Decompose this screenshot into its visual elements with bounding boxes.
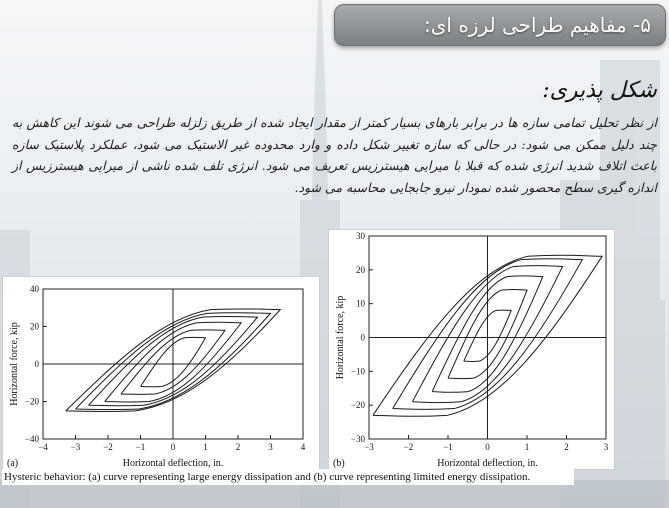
x-tick-label: 3 bbox=[268, 442, 273, 452]
x-tick-label: 2 bbox=[564, 442, 569, 452]
section-heading: شکل پذیری: bbox=[542, 78, 657, 103]
panel-label: (b) bbox=[333, 458, 345, 469]
x-tick-label: 0 bbox=[170, 442, 176, 452]
y-tick-label: 10 bbox=[356, 298, 365, 309]
y-tick-label: −30 bbox=[350, 434, 365, 444]
y-tick-label: −10 bbox=[350, 366, 365, 377]
x-tick-label: −2 bbox=[103, 442, 113, 452]
y-tick-label: −20 bbox=[24, 396, 39, 407]
x-tick-label: −3 bbox=[70, 442, 81, 452]
body-paragraph: از نظر تحلیل تمامی سازه ها در برابر بارهای بسیار کمتر از مقدار ایجاد شده از طریق زلزله طراحی می شوند این کاهش به چند دلیل ممکن می شود: در حالی که سازه تغییر شکل داده و وارد محدوده غیر الاستیک می شود، عملکرد پلاستیک سازه باعث اتلاف شدید انرژی شده که قبلا با میرایی هیسترزیس تعریف می شود. انرژی تلف شده ناشی از میرایی هیسترزیس از اندازه گیری سطح محصور شده نمودار نیرو جابجایی محاسبه می شود. bbox=[12, 115, 657, 195]
x-tick-label: 1 bbox=[524, 442, 530, 452]
y-axis-label: Horizontal force, kip bbox=[9, 322, 20, 406]
y-tick-label: −40 bbox=[24, 434, 39, 444]
x-axis-label: Horizontal deflection, in. bbox=[437, 458, 538, 469]
y-tick-label: 20 bbox=[30, 321, 39, 332]
y-tick-label: 0 bbox=[360, 332, 365, 343]
y-axis-label: Horizontal force, kip bbox=[335, 295, 346, 380]
x-tick-label: 0 bbox=[485, 442, 490, 452]
slide-title: ۵- مفاهیم طراحی لرزه ای: bbox=[424, 13, 651, 37]
y-tick-label: 20 bbox=[356, 264, 365, 275]
y-tick-label: 40 bbox=[30, 284, 39, 294]
y-tick-label: 0 bbox=[34, 359, 39, 369]
slide-title-bar bbox=[334, 4, 666, 46]
y-tick-label: −20 bbox=[350, 400, 365, 411]
x-tick-label: 3 bbox=[603, 442, 609, 452]
x-tick-label: 2 bbox=[235, 442, 241, 452]
hysteresis-chart-b bbox=[328, 229, 615, 470]
x-tick-label: −2 bbox=[403, 442, 414, 452]
y-tick-label: 30 bbox=[356, 231, 365, 241]
x-tick-label: 1 bbox=[203, 442, 208, 452]
hysteresis-chart-a-svg bbox=[3, 277, 319, 469]
panel-label: (a) bbox=[7, 458, 19, 469]
figure-caption: Hysteric behavior: (a) curve representing large energy dissipation and (b) curve representing limited energy dissipation. bbox=[2, 469, 574, 485]
x-tick-label: −3 bbox=[364, 442, 374, 452]
x-tick-label: −1 bbox=[443, 442, 453, 452]
x-tick-label: −1 bbox=[135, 442, 146, 452]
x-tick-label: 4 bbox=[300, 442, 306, 452]
hysteresis-chart-b-svg bbox=[329, 230, 614, 469]
x-axis-label: Horizontal deflection, in. bbox=[122, 458, 224, 469]
x-tick-label: −4 bbox=[38, 442, 48, 452]
hysteresis-chart-a bbox=[2, 276, 320, 470]
